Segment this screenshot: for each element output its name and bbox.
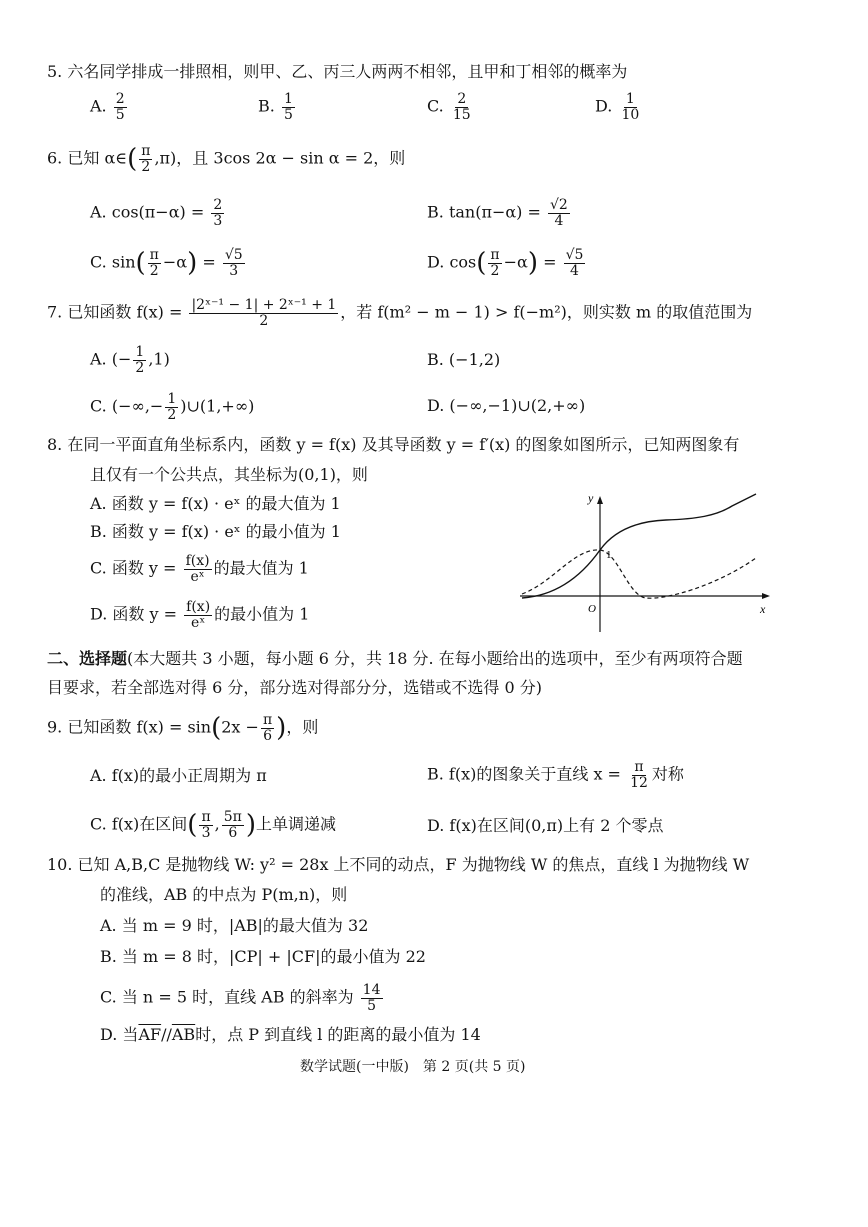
expr: C. f(x)在区间 [90, 814, 188, 834]
q7-option-a [90, 345, 170, 375]
paren: ( [476, 248, 487, 279]
paren: ) [245, 810, 256, 841]
q8-option-a: A. 函数 y = f(x) · eˣ 的最大值为 1 [90, 494, 341, 513]
frac-den: 2 [135, 359, 145, 376]
stem-part: ,π)，且 3cos 2α − sin α = 2，则 [154, 148, 406, 168]
expr: sin [111, 252, 136, 272]
q8-option-b: B. 函数 y = f(x) · eˣ 的最小值为 1 [90, 522, 341, 541]
q8-option-c [90, 554, 309, 584]
option-label: B. [258, 96, 275, 116]
stem-part: ，若 f(m² − m − 1) > f(−m²)，则实数 m 的取值范围为 [340, 302, 753, 322]
frac-den: 4 [570, 262, 579, 279]
equals: = [202, 252, 216, 272]
frac-den: 4 [554, 212, 564, 229]
q10-stem-line1: 10. 已知 A,B,C 是抛物线 W: y² = 28x 上不同的动点，F 为抛物线 W 的焦点，直线 l 为抛物线 W [47, 855, 750, 874]
q10-option-c [100, 983, 385, 1013]
expr: 对称 [651, 764, 684, 784]
origin-label: O [588, 603, 596, 615]
option-label: C. [90, 252, 107, 272]
frac-den: 2 [167, 406, 177, 423]
frac-num: π [490, 247, 500, 263]
q10-option-d [100, 1027, 481, 1043]
frac-den: 2 [259, 312, 269, 329]
vector-af: $\overline{AF}$ [138, 1025, 162, 1044]
q6-option-d [427, 248, 587, 278]
expr: −α [503, 252, 528, 272]
paren: ( [127, 144, 138, 175]
stem-part: 2x − [221, 717, 259, 737]
section2-desc-line2: 目要求，若全部选对得 6 分，部分选对得部分分，选错或不选得 0 分) [47, 678, 542, 697]
option-label: C. [90, 396, 107, 416]
frac-num: 1 [625, 91, 635, 107]
frac-num: 5π [223, 809, 242, 825]
stem-part: ，则 [286, 717, 319, 737]
paren: ) [187, 248, 198, 279]
option-label: D. [595, 96, 613, 116]
frac-num: |2ˣ⁻¹ − 1| + 2ˣ⁻¹ + 1 [191, 297, 337, 313]
frac-num: 14 [362, 982, 381, 998]
paren: ) [276, 713, 287, 744]
curve-f [522, 494, 756, 598]
expr: cos [449, 252, 477, 272]
expr: C. 当 n = 5 时，直线 AB 的斜率为 [100, 987, 354, 1007]
expr: 时，点 P 到直线 l 的距离的最小值为 14 [195, 1025, 481, 1044]
q10-stem-line2: 的准线，AB 的中点为 P(m,n)，则 [100, 885, 348, 904]
frac-num: π [201, 809, 211, 825]
frac-num: f(x) [186, 599, 211, 615]
frac-num: π [634, 759, 644, 775]
expr: ,1) [148, 349, 170, 369]
q6-option-b [427, 198, 572, 228]
frac-den: 2 [141, 158, 151, 175]
expr: B. f(x)的图象关于直线 x = [427, 764, 621, 784]
q6-option-c [90, 248, 247, 278]
expr: (−∞,− [111, 396, 164, 416]
frac-num: 2 [213, 197, 223, 213]
frac-num: √5 [565, 247, 584, 263]
frac-den: eˣ [190, 568, 205, 585]
frac-num: f(x) [185, 553, 210, 569]
option-label: A. [90, 349, 107, 369]
frac-den: 5 [115, 106, 125, 123]
frac-den: 10 [621, 106, 640, 123]
option-label: A. [90, 96, 107, 116]
expr: (− [111, 349, 132, 369]
x-axis-label: x [760, 602, 766, 616]
frac-den: 6 [263, 727, 273, 744]
q5-option-c [427, 92, 475, 122]
option-label: A. [90, 202, 107, 222]
paren: ( [135, 248, 146, 279]
q7-option-c [90, 392, 254, 422]
q9-stem [47, 713, 318, 743]
frac-den: 5 [367, 997, 377, 1014]
q8-stem-line2: 且仅有一个公共点，其坐标为(0,1)，则 [90, 465, 368, 484]
frac-den: eˣ [191, 614, 206, 631]
page-footer: 数学试题(一中版) 第 2 页(共 5 页) [300, 1059, 526, 1075]
expr: 的最小值为 1 [214, 604, 310, 624]
q5-option-a [90, 92, 129, 122]
frac-num: π [262, 712, 273, 728]
q10-option-a: A. 当 m = 9 时，|AB|的最大值为 32 [100, 916, 369, 935]
expr: D. 函数 y = [90, 604, 178, 624]
frac-num: √2 [550, 197, 568, 213]
q10-option-b: B. 当 m = 8 时，|CP| + |CF|的最小值为 22 [100, 947, 426, 966]
stem-part: 9. 已知函数 f(x) = sin [47, 717, 212, 737]
expr: D. 当 [100, 1025, 139, 1044]
point-label-one: 1 [606, 549, 612, 561]
option-label: D. [427, 252, 445, 272]
stem-part: 6. 已知 α∈ [47, 148, 128, 168]
expr: C. 函数 y = [90, 558, 177, 578]
curve-f-prime [522, 550, 756, 598]
y-axis-label: y [588, 491, 594, 505]
frac-den: 3 [201, 824, 211, 841]
option-label: C. [427, 96, 444, 116]
q7-stem [47, 298, 752, 328]
q6-stem [47, 144, 405, 174]
section-desc: (本大题共 3 小题，每小题 6 分，共 18 分. 在每小题给出的选项中，至少有两项符合题 [127, 649, 743, 668]
frac-den: 15 [452, 106, 471, 123]
frac-num: 2 [457, 91, 467, 107]
frac-den: 3 [213, 212, 223, 229]
q7-option-d: D. (−∞,−1)∪(2,+∞) [427, 396, 586, 415]
q8-graph [516, 486, 776, 634]
frac-den: 12 [630, 774, 648, 791]
vector-ab: $\overline{AB}$ [171, 1025, 196, 1044]
option-label: B. [427, 202, 444, 222]
frac-den: 6 [228, 824, 238, 841]
expr: tan(π−α) = [448, 202, 541, 222]
section2-header [47, 651, 743, 667]
q7-option-b: B. (−1,2) [427, 350, 501, 369]
q9-option-c: C. f(x)在区间( $\frac{\pi}{3}$ , $\frac{5\pi}{6}$ )上单调递减 [90, 809, 337, 841]
frac-den: 5 [283, 106, 293, 123]
paren: ( [211, 713, 222, 744]
frac-num: 1 [135, 344, 145, 360]
paren: ) [527, 248, 538, 279]
q9-option-d: D. f(x)在区间(0,π)上有 2 个零点 [427, 816, 664, 835]
expr: )∪(1,+∞) [180, 396, 255, 416]
q9-option-a: A. f(x)的最小正周期为 π [90, 766, 267, 785]
expr: 的最大值为 1 [213, 558, 309, 578]
frac-den: 2 [149, 262, 159, 279]
frac-den: 3 [229, 262, 239, 279]
q9-option-b [427, 760, 684, 790]
stem-part: 7. 已知函数 f(x) = [47, 302, 183, 322]
frac-num: 1 [283, 91, 293, 107]
y-axis-arrow [597, 496, 603, 504]
parallel-symbol: // [161, 1025, 172, 1044]
frac-num: √5 [224, 247, 243, 263]
q5-option-b [258, 92, 297, 122]
x-axis-arrow [762, 593, 770, 599]
frac-num: π [141, 143, 151, 159]
q8-option-d [90, 600, 309, 630]
expr: −α [162, 252, 188, 272]
q8-stem-line1: 8. 在同一平面直角坐标系内，函数 y = f(x) 及其导函数 y = f′(x) 的图象如图所示，已知两图象有 [47, 435, 740, 454]
frac-num: 2 [115, 91, 125, 107]
frac-den: 2 [490, 262, 500, 279]
expr: 上单调递减 [256, 814, 337, 834]
section-title: 二、选择题 [47, 649, 128, 668]
q5-option-d [595, 92, 643, 122]
frac-num: 1 [167, 391, 177, 407]
q5-stem: 5. 六名同学排成一排照相，则甲、乙、丙三人两两不相邻，且甲和丁相邻的概率为 [47, 62, 628, 81]
expr: cos(π−α) = [111, 202, 205, 222]
frac-num: π [149, 247, 159, 263]
q6-option-a [90, 198, 226, 228]
paren: ( [187, 810, 198, 841]
equals: = [543, 252, 557, 272]
